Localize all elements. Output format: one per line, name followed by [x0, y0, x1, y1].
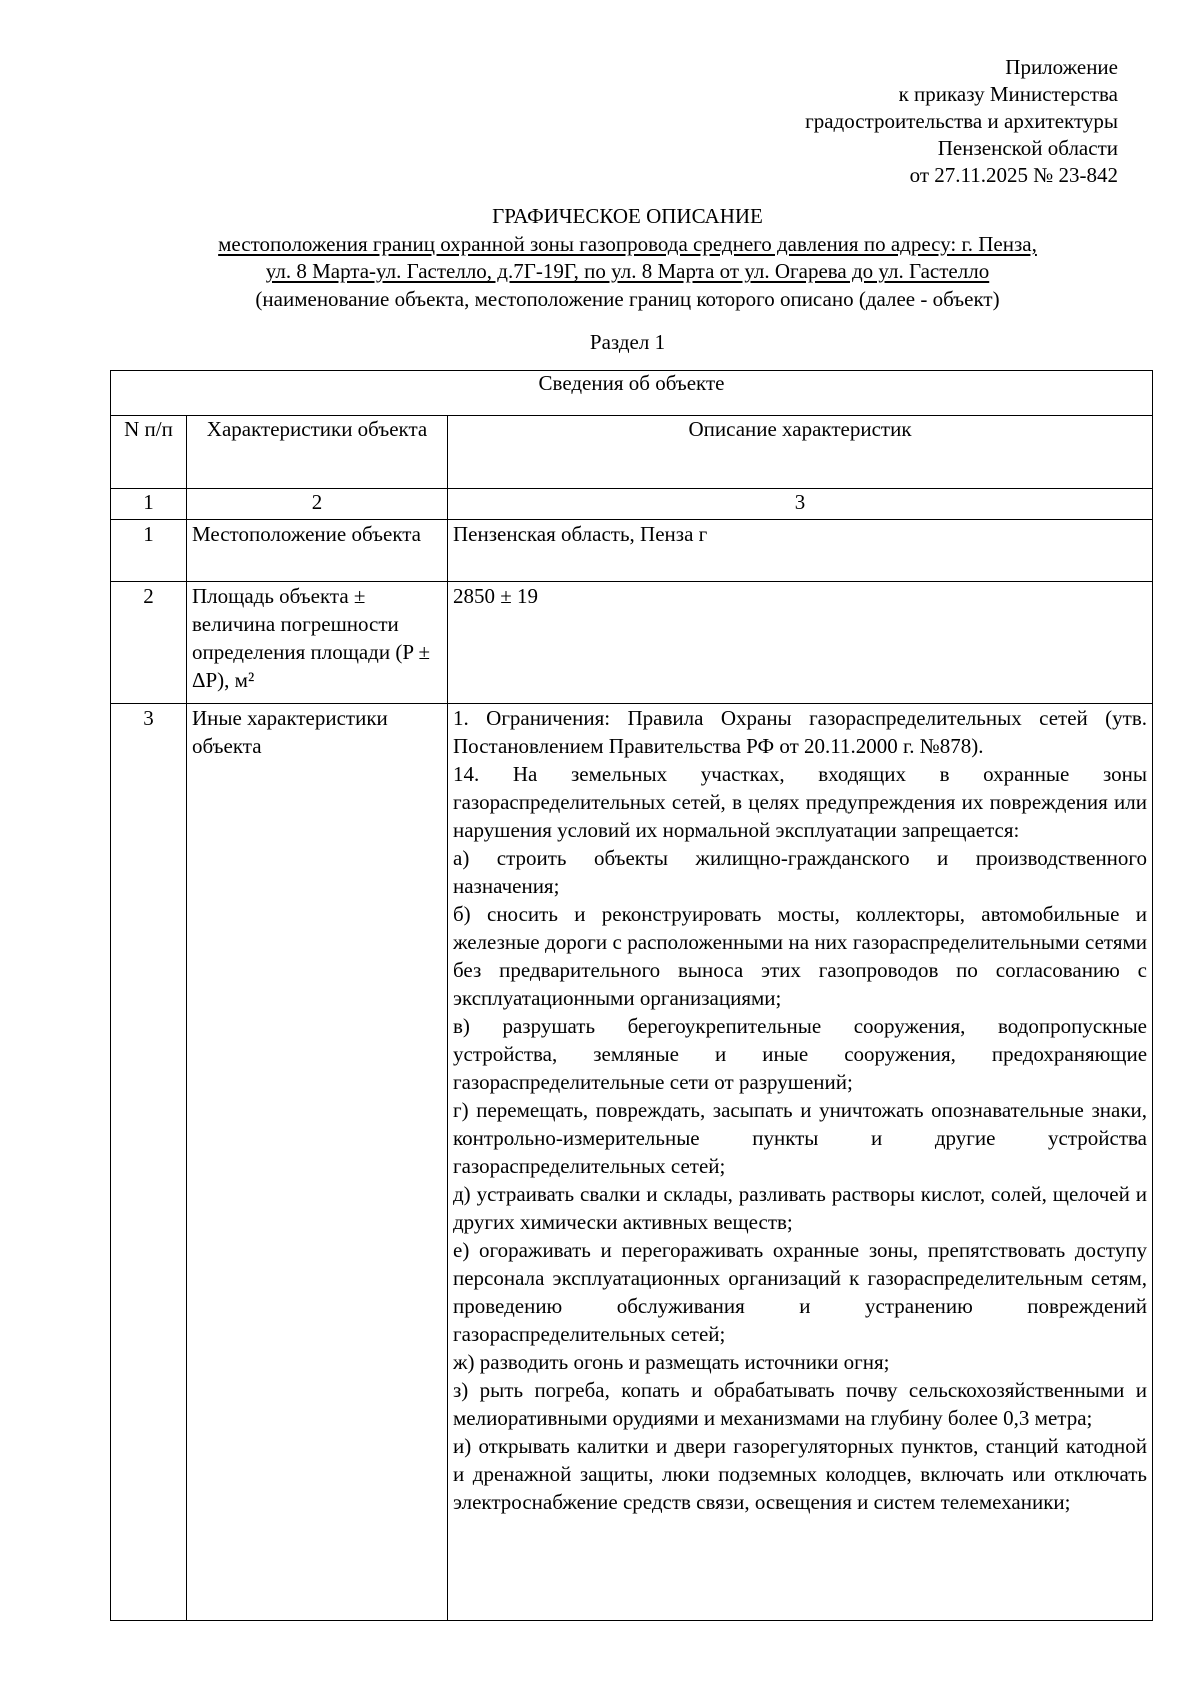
- restriction-item: г) перемещать, повреждать, засыпать и уничтожать опознавательные знаки, контрольно-измерительные пункты и другие устройства газораспределительных сетей;: [453, 1098, 1148, 1178]
- object-name-line-1: местоположения границ охранной зоны газопровода среднего давления по адресу: г. Пенза,: [218, 231, 1037, 256]
- restriction-item: в) разрушать берегоукрепительные сооружения, водопропускные устройства, земляные и иные сооружения, предохраняющие газораспределительные сети от разрушений;: [453, 1014, 1148, 1094]
- section-label: Раздел 1: [589, 330, 666, 354]
- object-name-line-2: ул. 8 Марта-ул. Гастелло, д.7Г-19Г, по ул. 8 Марта от ул. Огарева до ул. Гастелло: [265, 259, 990, 283]
- row-number: 1: [111, 520, 187, 582]
- restriction-item: е) огораживать и перегораживать охранные зоны, препятствовать доступу персонала эксплуатационных организаций к газораспределительным сетям, проведению обслуживания и устранению повреждений газораспределительных сетей;: [453, 1238, 1148, 1346]
- restrictions-list: [453, 704, 1147, 1516]
- row-characteristic: Иные характеристики объекта: [187, 704, 448, 1621]
- header-description: Описание характеристик: [448, 416, 1153, 489]
- restriction-item: и) открывать калитки и двери газорегуляторных пунктов, станций катодной и дренажной защиты, люки подземных колодцев, включать или отключать электроснабжение средств связи, освещения и систем телемеханики;: [453, 1434, 1148, 1514]
- appendix-line: Пензенской области: [937, 136, 1118, 160]
- row-characteristic: Местоположение объекта: [187, 520, 448, 582]
- appendix-line: Приложение: [1005, 55, 1118, 79]
- restriction-paragraph: 14. На земельных участках, входящих в охранные зоны газораспределительных сетей, в целях предупреждения их повреждения или нарушения условий их нормальной эксплуатации запрещается:: [453, 762, 1148, 842]
- table-row: [111, 704, 1153, 1621]
- appendix-block: [805, 54, 1118, 189]
- restriction-item: ж) разводить огонь и размещать источники огня;: [453, 1350, 890, 1374]
- restriction-item: з) рыть погреба, копать и обрабатывать почву сельскохозяйственными и мелиоративными орудиями и механизмами на глубину более 0,3 метра;: [453, 1378, 1148, 1430]
- column-number: 3: [448, 489, 1153, 520]
- row-description: [448, 704, 1153, 1621]
- column-number: 1: [111, 489, 187, 520]
- table-header-row: [111, 416, 1153, 489]
- row-number: 3: [111, 704, 187, 1621]
- row-characteristic: Площадь объекта ± величина погрешности определения площади (P ± ΔP), м²: [187, 582, 448, 704]
- row-number: 2: [111, 582, 187, 704]
- object-name-caption: (наименование объекта, местоположение границ которого описано (далее - объект): [255, 286, 1000, 311]
- table-caption-row: [111, 371, 1153, 416]
- column-number: 2: [187, 489, 448, 520]
- document-heading: ГРАФИЧЕСКОЕ ОПИСАНИЕ: [492, 204, 763, 228]
- appendix-order-date: от 27.11.2025 № 23-842: [909, 163, 1118, 187]
- restriction-item: д) устраивать свалки и склады, разливать растворы кислот, солей, щелочей и других химически активных веществ;: [453, 1182, 1148, 1234]
- row-description: 2850 ± 19: [448, 582, 1153, 704]
- column-number-row: [111, 489, 1153, 520]
- appendix-line: к приказу Министерства: [898, 82, 1118, 106]
- document-title-block: [110, 203, 1145, 313]
- appendix-line: градостроительства и архитектуры: [805, 109, 1118, 133]
- header-characteristic: Характеристики объекта: [187, 416, 448, 489]
- table-row: [111, 520, 1153, 582]
- restriction-item: а) строить объекты жилищно-гражданского и производственного назначения;: [453, 846, 1148, 898]
- table-row: [111, 582, 1153, 704]
- row-description: Пензенская область, Пенза г: [448, 520, 1153, 582]
- table-caption: Сведения об объекте: [111, 371, 1153, 416]
- header-number: N п/п: [111, 416, 187, 489]
- restriction-item: б) сносить и реконструировать мосты, коллекторы, автомобильные и железные дороги с расположенными на них газораспределительными сетями без предварительного выноса этих газопроводов по согласованию с эксплуатационными организациями;: [453, 902, 1148, 1010]
- restriction-paragraph: 1. Ограничения: Правила Охраны газораспределительных сетей (утв. Постановлением Правительства РФ от 20.11.2000 г. №878).: [453, 706, 1148, 758]
- object-info-table: [110, 370, 1153, 1621]
